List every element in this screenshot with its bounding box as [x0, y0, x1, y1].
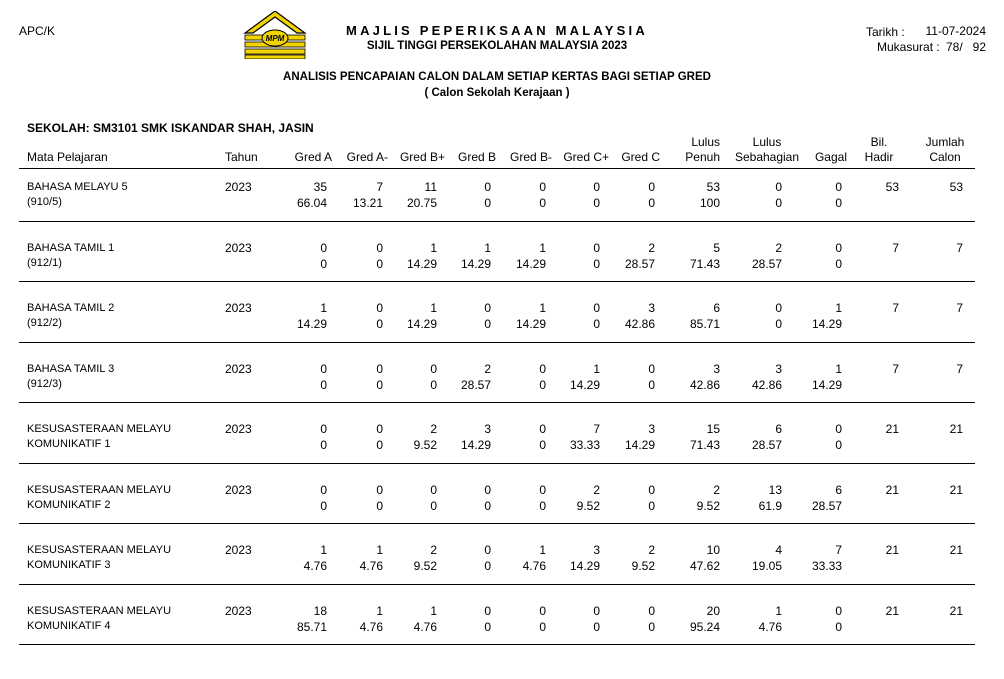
lulus-sebahagian-count: 2: [775, 240, 782, 255]
bil-hadir-value: 7: [892, 301, 899, 315]
date-value: 11-07-2024: [925, 24, 986, 38]
lulus-penuh-percent: 95.24: [689, 619, 720, 634]
gred-b-minus-percent: 0: [539, 619, 546, 634]
gred-c-plus-percent: 0: [593, 256, 600, 271]
gred-c-percent: 0: [648, 196, 655, 210]
subject-name: KESUSASTERAAN MELAYU: [27, 483, 172, 496]
lulus-penuh-percent: 47.62: [689, 559, 720, 573]
lulus-sebahagian-count: 3: [775, 361, 782, 376]
row-year: 2023: [225, 603, 252, 618]
gagal-count: 0: [835, 180, 842, 194]
gagal-count: 7: [835, 543, 842, 557]
org-name: MAJLIS PEPERIKSAAN MALAYSIA: [346, 23, 648, 38]
gagal-percent: 33.33: [811, 559, 842, 573]
gred-c-percent: 14.29: [624, 438, 655, 452]
gred-b-plus-percent: 9.52: [413, 559, 437, 573]
bil-hadir-value: 21: [885, 543, 899, 557]
row-year: 2023: [225, 482, 252, 497]
report-title: ANALISIS PENCAPAIAN CALON DALAM SETIAP KERTAS BAGI SETIAP GRED: [283, 71, 711, 83]
subject-name: KESUSASTERAAN MELAYU: [27, 423, 172, 435]
report-code: APC/K: [19, 24, 56, 38]
gred-a-minus-percent: 0: [376, 256, 383, 271]
gred-b-plus-count: 1: [430, 301, 437, 315]
row-divider: [19, 281, 975, 282]
gred-c-plus-percent: 0: [593, 317, 600, 331]
gagal-percent: 0: [835, 196, 842, 210]
gred-a-count: 0: [320, 482, 327, 497]
gred-a-percent: 0: [320, 377, 327, 392]
gred-c-count: 0: [648, 361, 655, 376]
gred-b-minus-percent: 0: [539, 377, 546, 392]
gred-c-plus-count: 2: [593, 482, 600, 497]
subject-code: (912/3): [27, 377, 62, 390]
gred-c-plus-count: 0: [593, 301, 600, 315]
gred-b-plus-count: 1: [430, 240, 437, 255]
bil-hadir-value: 21: [885, 482, 899, 497]
gred-c-count: 0: [648, 603, 655, 618]
col-lulus-penuh-1: Lulus: [691, 135, 720, 149]
gred-b-count: 2: [484, 361, 491, 376]
gagal-percent: 28.57: [811, 498, 842, 513]
gred-a-minus-percent: 4.76: [359, 559, 383, 573]
gred-b-minus-percent: 0: [539, 438, 546, 452]
subject-code: KOMUNIKATIF 1: [27, 438, 111, 450]
col-jumlah-calon-1: Jumlah: [925, 135, 965, 149]
gred-b-plus-percent: 0: [430, 377, 437, 392]
col-bil-hadir-1: Bil.: [870, 135, 888, 149]
gred-a-percent: 85.71: [296, 619, 327, 634]
gagal-count: 0: [835, 603, 842, 618]
col-year: Tahun: [225, 150, 258, 164]
lulus-sebahagian-percent: 42.86: [751, 377, 782, 392]
gagal-percent: 0: [835, 619, 842, 634]
gred-b-percent: 0: [484, 559, 491, 573]
gred-a-percent: 0: [320, 498, 327, 513]
gred-c-plus-count: 7: [593, 422, 600, 436]
gred-c-percent: 0: [648, 619, 655, 634]
lulus-sebahagian-percent: 0: [775, 317, 782, 331]
gred-c-count: 2: [648, 543, 655, 557]
subject-name: BAHASA TAMIL 1: [27, 241, 115, 254]
gred-c-percent: 0: [648, 377, 655, 392]
page-label: Mukasurat :: [877, 40, 940, 54]
lulus-penuh-count: 20: [706, 603, 720, 618]
col-gred-a-minus: Gred A-: [346, 150, 388, 164]
gred-b-plus-percent: 14.29: [406, 256, 437, 271]
gred-b-count: 0: [484, 603, 491, 618]
gred-b-plus-count: 11: [424, 180, 437, 194]
gred-a-count: 18: [313, 603, 327, 618]
gred-b-percent: 14.29: [460, 438, 491, 452]
header-rule: [19, 168, 975, 169]
gagal-percent: 0: [835, 256, 842, 271]
row-divider: [19, 523, 975, 524]
logo-text: MPM: [265, 34, 285, 43]
gred-b-count: 0: [484, 482, 491, 497]
gagal-count: 0: [835, 240, 842, 255]
gred-b-percent: 0: [484, 317, 491, 331]
subject-code: (912/2): [27, 317, 62, 329]
gred-a-minus-percent: 0: [376, 498, 383, 513]
gred-c-percent: 0: [648, 498, 655, 513]
gred-b-minus-percent: 4.76: [522, 559, 546, 573]
gred-b-minus-count: 0: [539, 361, 546, 376]
school-name: SEKOLAH: SM3101 SMK ISKANDAR SHAH, JASIN: [27, 121, 314, 135]
gred-a-count: 0: [320, 361, 327, 376]
col-lulus-penuh-2: Penuh: [685, 150, 720, 164]
gred-b-minus-percent: 0: [539, 498, 546, 513]
gagal-percent: 14.29: [811, 377, 842, 392]
subject-name: BAHASA MELAYU 5: [27, 181, 128, 193]
gred-b-count: 1: [484, 240, 491, 255]
gred-b-count: 0: [484, 180, 491, 194]
lulus-penuh-count: 15: [706, 422, 720, 436]
exam-name: SIJIL TINGGI PERSEKOLAHAN MALAYSIA 2023: [366, 40, 628, 52]
subject-code: KOMUNIKATIF 2: [27, 498, 111, 511]
gred-a-minus-count: 1: [376, 543, 383, 557]
lulus-penuh-count: 53: [706, 180, 720, 194]
gred-b-plus-percent: 0: [430, 498, 437, 513]
report-subtitle: ( Calon Sekolah Kerajaan ): [424, 87, 570, 99]
gred-b-plus-count: 2: [430, 543, 437, 557]
lulus-sebahagian-count: 0: [775, 301, 782, 315]
gred-a-percent: 0: [320, 438, 327, 452]
gred-a-minus-count: 0: [376, 301, 383, 315]
gred-b-minus-percent: 14.29: [515, 256, 546, 271]
gred-a-percent: 14.29: [296, 317, 327, 331]
bil-hadir-value: 7: [892, 361, 899, 376]
lulus-penuh-count: 3: [713, 361, 720, 376]
gred-a-percent: 0: [320, 256, 327, 271]
lulus-penuh-percent: 71.43: [689, 256, 720, 271]
jumlah-calon-value: 7: [956, 361, 963, 376]
lulus-sebahagian-count: 0: [775, 180, 782, 194]
gred-b-minus-count: 1: [539, 301, 546, 315]
gred-b-minus-count: 0: [539, 422, 546, 436]
row-year: 2023: [225, 301, 252, 315]
row-divider: [19, 644, 975, 645]
gred-a-percent: 4.76: [303, 559, 327, 573]
gred-b-plus-percent: 4.76: [413, 619, 437, 634]
gred-c-plus-count: 0: [593, 240, 600, 255]
gred-a-minus-percent: 0: [376, 377, 383, 392]
gred-b-percent: 28.57: [460, 377, 491, 392]
jumlah-calon-value: 21: [949, 543, 963, 557]
subject-code: KOMUNIKATIF 3: [27, 559, 111, 571]
col-lulus-sebahagian-2: Sebahagian: [734, 150, 800, 164]
gred-b-plus-count: 0: [430, 482, 437, 497]
subject-code: (912/1): [27, 256, 62, 269]
lulus-penuh-percent: 85.71: [689, 317, 720, 331]
gagal-count: 1: [835, 301, 842, 315]
gred-b-plus-count: 0: [430, 361, 437, 376]
lulus-sebahagian-percent: 28.57: [751, 256, 782, 271]
gred-c-plus-percent: 33.33: [569, 438, 600, 452]
bil-hadir-value: 7: [892, 240, 899, 255]
lulus-sebahagian-percent: 4.76: [758, 619, 782, 634]
gred-c-plus-percent: 14.29: [569, 377, 600, 392]
gred-c-count: 0: [648, 180, 655, 194]
col-gred-a: Gred A: [294, 150, 332, 164]
lulus-penuh-count: 10: [706, 543, 720, 557]
col-gred-c-plus: Gred C+: [563, 150, 609, 164]
jumlah-calon-value: 21: [949, 422, 963, 436]
gred-b-minus-count: 1: [539, 240, 546, 255]
gred-b-percent: 0: [484, 498, 491, 513]
gred-c-count: 0: [648, 482, 655, 497]
lulus-penuh-percent: 42.86: [689, 377, 720, 392]
gagal-percent: 0: [835, 438, 842, 452]
gred-a-minus-count: 1: [376, 603, 383, 618]
bil-hadir-value: 53: [885, 180, 899, 194]
row-divider: [19, 402, 975, 403]
col-gred-b-plus: Gred B+: [399, 150, 445, 164]
subject-name: BAHASA TAMIL 3: [27, 362, 115, 375]
lulus-sebahagian-percent: 19.05: [751, 559, 782, 573]
gred-b-percent: 14.29: [460, 256, 491, 271]
subject-code: KOMUNIKATIF 4: [27, 619, 111, 632]
lulus-sebahagian-count: 1: [775, 603, 782, 618]
row-divider: [19, 221, 975, 222]
lulus-penuh-percent: 100: [699, 196, 720, 210]
gred-b-plus-percent: 20.75: [406, 196, 437, 210]
gred-b-percent: 0: [484, 619, 491, 634]
lulus-sebahagian-count: 13: [768, 482, 782, 497]
col-jumlah-calon-2: Calon: [929, 150, 961, 164]
gred-c-plus-percent: 0: [593, 619, 600, 634]
row-divider: [19, 463, 975, 464]
gred-c-plus-percent: 0: [593, 196, 600, 210]
gagal-count: 1: [835, 361, 842, 376]
gred-b-count: 3: [484, 422, 491, 436]
gred-c-count: 3: [648, 422, 655, 436]
lulus-penuh-count: 5: [713, 240, 720, 255]
col-gagal: Gagal: [814, 150, 847, 164]
lulus-penuh-count: 2: [713, 482, 720, 497]
row-divider: [19, 342, 975, 343]
row-year: 2023: [225, 543, 252, 557]
gred-b-plus-percent: 14.29: [406, 317, 437, 331]
gred-b-plus-count: 2: [430, 422, 437, 436]
gred-a-minus-count: 0: [376, 482, 383, 497]
subject-name: BAHASA TAMIL 2: [27, 302, 115, 314]
gred-b-minus-count: 0: [539, 180, 546, 194]
lulus-sebahagian-percent: 61.9: [758, 498, 782, 513]
gred-a-minus-count: 0: [376, 240, 383, 255]
gred-a-minus-count: 7: [376, 180, 383, 194]
lulus-penuh-percent: 71.43: [689, 438, 720, 452]
gred-a-minus-percent: 0: [376, 438, 383, 452]
gred-c-plus-count: 3: [593, 543, 600, 557]
col-bil-hadir-2: Hadir: [864, 150, 894, 164]
gred-c-plus-count: 0: [593, 603, 600, 618]
row-year: 2023: [225, 361, 252, 376]
gred-a-minus-percent: 13.21: [352, 196, 383, 210]
subject-code: (910/5): [27, 196, 62, 208]
gred-a-count: 1: [320, 301, 327, 315]
jumlah-calon-value: 7: [956, 240, 963, 255]
col-subject: Mata Pelajaran: [27, 150, 108, 164]
lulus-sebahagian-count: 6: [775, 422, 782, 436]
gred-a-count: 1: [320, 543, 327, 557]
gagal-count: 0: [835, 422, 842, 436]
col-lulus-sebahagian-1: Lulus: [752, 135, 782, 149]
row-year: 2023: [225, 180, 252, 194]
gred-a-count: 0: [320, 240, 327, 255]
lulus-penuh-percent: 9.52: [696, 498, 720, 513]
page-value: 78/ 92: [945, 40, 986, 54]
gred-c-plus-count: 1: [593, 361, 600, 376]
row-divider: [19, 584, 975, 585]
gred-c-percent: 28.57: [624, 256, 655, 271]
gred-a-minus-count: 0: [376, 422, 383, 436]
lulus-sebahagian-count: 4: [775, 543, 782, 557]
lulus-penuh-count: 6: [713, 301, 720, 315]
bil-hadir-value: 21: [885, 603, 899, 618]
gred-b-plus-percent: 9.52: [413, 438, 437, 452]
gred-c-percent: 42.86: [624, 317, 655, 331]
gred-a-minus-percent: 0: [376, 317, 383, 331]
gred-b-minus-count: 0: [539, 482, 546, 497]
gred-c-plus-percent: 14.29: [569, 559, 600, 573]
gred-b-count: 0: [484, 301, 491, 315]
date-label: Tarikh :: [866, 25, 905, 39]
gred-c-count: 3: [648, 301, 655, 315]
gred-a-count: 35: [313, 180, 327, 194]
gred-b-minus-percent: 14.29: [515, 317, 546, 331]
gred-c-plus-count: 0: [593, 180, 600, 194]
gred-b-percent: 0: [484, 196, 491, 210]
jumlah-calon-value: 7: [956, 301, 963, 315]
subject-name: KESUSASTERAAN MELAYU: [27, 544, 172, 556]
jumlah-calon-value: 21: [949, 482, 963, 497]
gred-b-minus-count: 0: [539, 603, 546, 618]
gagal-percent: 14.29: [811, 317, 842, 331]
row-year: 2023: [225, 240, 252, 255]
col-gred-b: Gred B: [457, 150, 496, 164]
col-gred-b-minus: Gred B-: [509, 150, 552, 164]
row-year: 2023: [225, 422, 252, 436]
gred-b-minus-percent: 0: [539, 196, 546, 210]
gagal-count: 6: [835, 482, 842, 497]
lulus-sebahagian-percent: 28.57: [751, 438, 782, 452]
gred-a-minus-percent: 4.76: [359, 619, 383, 634]
lulus-sebahagian-percent: 0: [775, 196, 782, 210]
gred-a-count: 0: [320, 422, 327, 436]
gred-c-plus-percent: 9.52: [576, 498, 600, 513]
gred-a-minus-count: 0: [376, 361, 383, 376]
jumlah-calon-value: 21: [949, 603, 963, 618]
gred-b-count: 0: [484, 543, 491, 557]
jumlah-calon-value: 53: [949, 180, 963, 194]
bil-hadir-value: 21: [885, 422, 899, 436]
gred-b-plus-count: 1: [430, 603, 437, 618]
gred-c-percent: 9.52: [631, 559, 655, 573]
gred-b-minus-count: 1: [539, 543, 546, 557]
gred-a-percent: 66.04: [296, 196, 327, 210]
gred-c-count: 2: [648, 240, 655, 255]
col-gred-c: Gred C: [621, 150, 660, 164]
subject-name: KESUSASTERAAN MELAYU: [27, 604, 172, 617]
